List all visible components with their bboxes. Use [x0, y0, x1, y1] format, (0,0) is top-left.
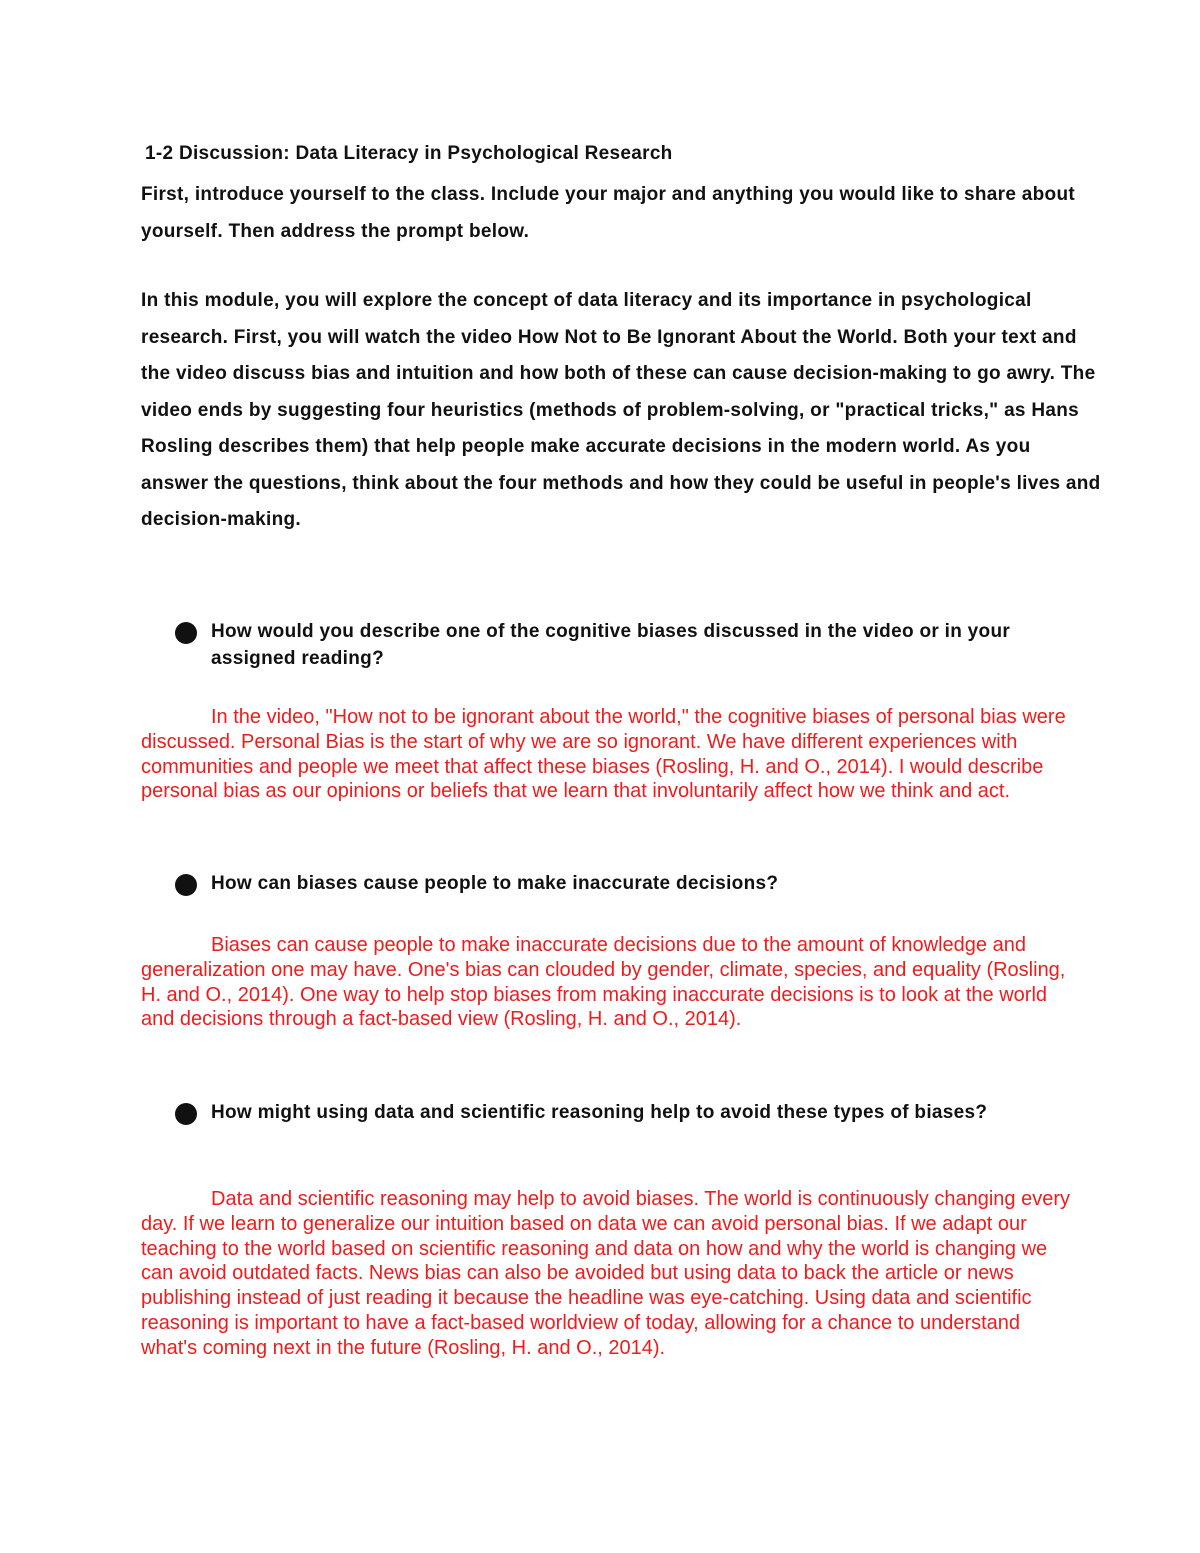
answer-1: In the video, "How not to be ignorant about the world," the cognitive biases of personal bias were discussed. Personal Bias is the start of why we are so ignorant. We have different experiences with communities and people we meet that affect these biases (Rosling, H. and O., 2014). I would describe personal bias as our opinions or beliefs that we learn that involuntarily affect how we think and act.: [141, 706, 1066, 803]
question-2: How can biases cause people to make inaccurate decisions?: [211, 873, 779, 894]
question-1: How would you describe one of the cognitive biases discussed in the video or in your assigned reading?: [211, 621, 1011, 669]
page-title: 1-2 Discussion: Data Literacy in Psychological Research: [145, 143, 673, 164]
answer-3: Data and scientific reasoning may help to avoid biases. The world is continuously changing every day. If we learn to generalize our intuition based on data we can avoid personal bias. If we adapt our teaching to the world based on scientific reasoning and data on how and why the world is changing we can avoid outdated facts. News bias can also be avoided but using data to back the article or news publishing instead of just reading it because the headline was eye-catching. Using data and scientific reasoning is important to have a fact-based worldview of today, allowing for a chance to understand what's coming next in the future (Rosling, H. and O., 2014).: [141, 1188, 1071, 1359]
bullet-icon: [175, 622, 197, 644]
answer-2: Biases can cause people to make inaccurate decisions due to the amount of knowledge and generalization one may have. One's bias can clouded by gender, climate, species, and equality (Rosling, H. and O., 2014). One way to help stop biases from making inaccurate decisions is to look at the world and decisions through a fact-based view (Rosling, H. and O., 2014).: [141, 934, 1066, 1031]
bullet-icon: [175, 1103, 197, 1125]
module-prompt-paragraph: In this module, you will explore the concept of data literacy and its importance in psychological research. First, you will watch the video How Not to Be Ignorant About the World. Both your text and the video discuss bias and intuition and how both of these can cause decision-making to go awry. The video ends by suggesting four heuristics (methods of problem-solving, or "practical tricks," as Hans Rosling describes them) that help people make accurate decisions in the modern world. As you answer the questions, think about the four methods and how they could be useful in people's lives and decision-making.: [141, 290, 1101, 530]
bullet-icon: [175, 874, 197, 896]
question-3: How might using data and scientific reasoning help to avoid these types of biases?: [211, 1102, 988, 1123]
intro-paragraph: First, introduce yourself to the class. Include your major and anything you would like to share about yourself. Then address the prompt below.: [141, 184, 1075, 242]
